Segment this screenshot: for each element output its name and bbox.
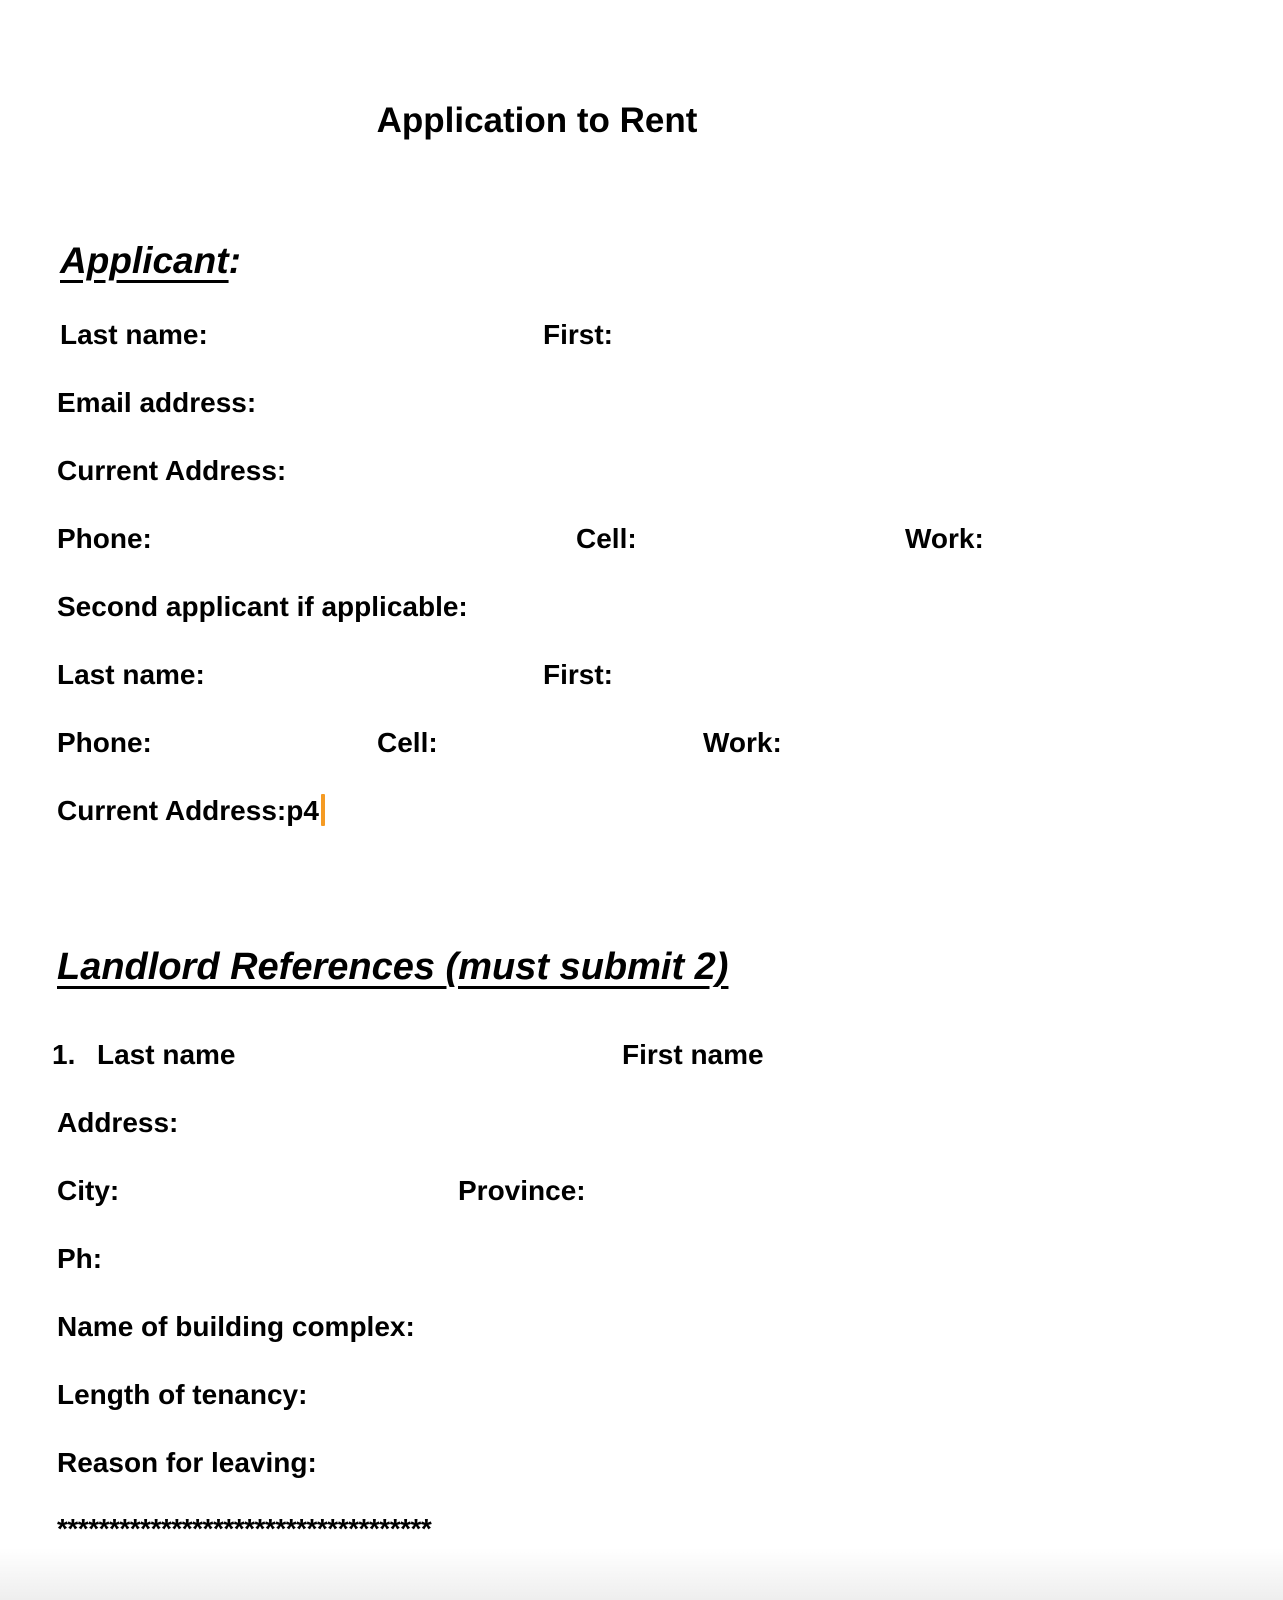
second-last-name-label: Last name: — [57, 659, 205, 690]
second-phone-label: Phone: — [57, 727, 152, 758]
asterisk-separator: ************************************ — [57, 1513, 432, 1544]
second-first-name-label: First: — [543, 659, 613, 690]
reference-province-label: Province: — [458, 1175, 586, 1206]
reference-address-label: Address: — [57, 1107, 179, 1138]
reference-first-name-label: First name — [622, 1039, 764, 1070]
applicant-cell-label: Cell: — [576, 523, 637, 554]
landlord-section-heading: Landlord References (must submit 2) — [57, 946, 729, 988]
reference-building-label: Name of building complex: — [57, 1311, 415, 1342]
reference-last-name-label: Last name — [97, 1039, 236, 1070]
page-bottom-edge — [0, 1548, 1283, 1600]
reference-number: 1. — [52, 1039, 76, 1070]
reference-reason-label: Reason for leaving: — [57, 1447, 317, 1478]
applicant-work-label: Work: — [905, 523, 984, 554]
applicant-last-name-label: Last name: — [60, 319, 208, 350]
second-applicant-label: Second applicant if applicable: — [57, 591, 468, 622]
reference-ph-label: Ph: — [57, 1243, 103, 1274]
second-work-label: Work: — [703, 727, 782, 758]
reference-city-label: City: — [57, 1175, 120, 1206]
second-current-address-value: p4 — [286, 795, 319, 826]
applicant-section-heading — [60, 238, 241, 284]
second-current-address-line[interactable] — [57, 794, 325, 828]
applicant-heading-colon: : — [228, 240, 241, 281]
reference-tenancy-label: Length of tenancy: — [57, 1379, 308, 1410]
text-insertion-caret — [321, 794, 325, 826]
applicant-heading-word: Applicant — [60, 240, 229, 281]
applicant-current-address-label: Current Address: — [57, 455, 287, 486]
applicant-first-name-label: First: — [543, 319, 613, 350]
applicant-phone-label: Phone: — [57, 523, 152, 554]
second-current-address-label: Current Address: — [57, 795, 287, 826]
document-title: Application to Rent — [376, 101, 698, 140]
second-cell-label: Cell: — [377, 727, 438, 758]
applicant-email-label: Email address: — [57, 387, 257, 418]
